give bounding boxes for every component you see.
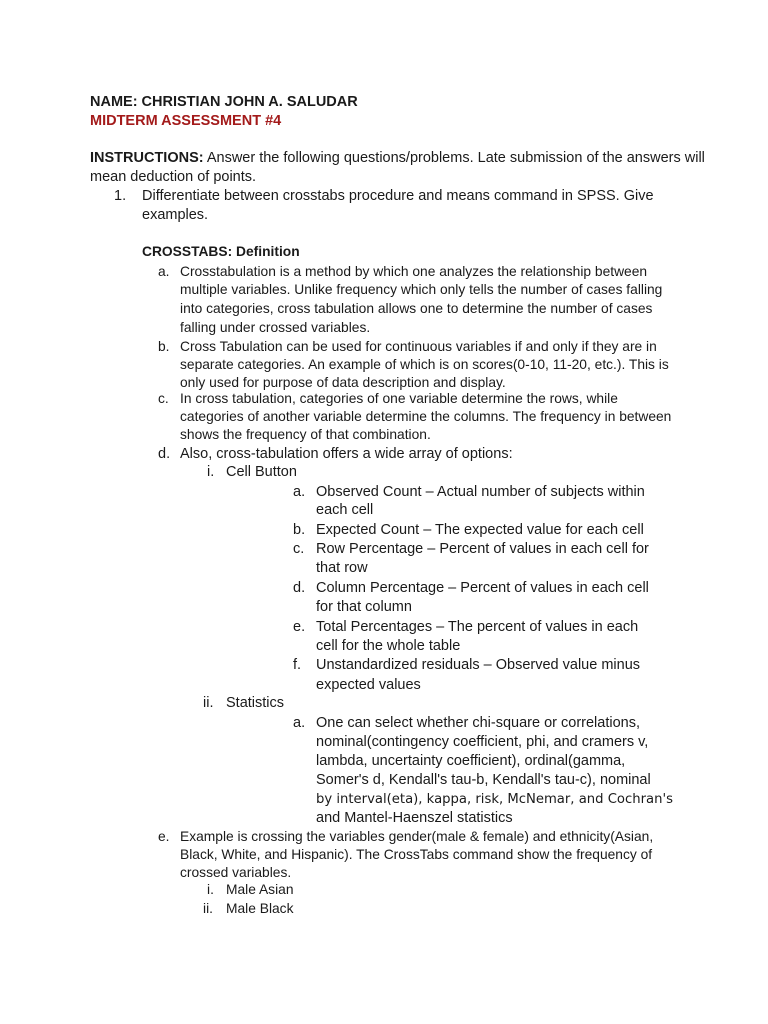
option-line: Observed Count – Actual number of subjects within <box>316 484 645 500</box>
item-b-line: separate categories. An example of which is on scores(0-10, 11-20, etc.). This is <box>180 357 669 372</box>
instructions-text: Answer the following questions/problems. Late submission of the answers will <box>206 150 705 166</box>
item-e-marker: e. <box>158 829 170 844</box>
option-marker: b. <box>293 522 306 538</box>
instructions-line-1 <box>90 151 705 166</box>
statistics-line: One can select whether chi-square or correlations, <box>316 715 640 731</box>
statistics-line: nominal(contingency coefficient, phi, and cramers v, <box>316 734 649 750</box>
option-line: Unstandardized residuals – Observed value minus <box>316 657 641 673</box>
example-item: Male Black <box>226 901 294 916</box>
option-line: Column Percentage – Percent of values in each cell <box>316 580 649 596</box>
item-a-line: Crosstabulation is a method by which one analyzes the relationship between <box>180 264 648 279</box>
item-c-line: categories of another variable determine the columns. The frequency in between <box>180 409 672 424</box>
option-line: for that column <box>316 599 412 615</box>
item-b-line: Cross Tabulation can be used for continuous variables if and only if they are in <box>180 339 657 354</box>
option-marker: a. <box>293 484 306 500</box>
item-b-marker: b. <box>158 339 170 354</box>
item-a-line: into categories, cross tabulation allows one to determine the number of cases <box>180 301 653 316</box>
item-d-text: Also, cross-tabulation offers a wide array of options: <box>180 446 513 462</box>
statistics-label: Statistics <box>226 695 285 711</box>
cell-button-label: Cell Button <box>226 464 297 480</box>
option-marker: d. <box>293 580 306 596</box>
option-line: expected values <box>316 677 421 693</box>
item-c-line: shows the frequency of that combination. <box>180 427 431 442</box>
item-a-line: multiple variables. Unlike frequency which only tells the number of cases falling <box>180 282 663 297</box>
statistics-line: by interval(eta), kappa, risk, McNemar, and Cochran's <box>316 792 673 807</box>
instructions-label: INSTRUCTIONS: <box>90 150 204 166</box>
student-name: NAME: CHRISTIAN JOHN A. SALUDAR <box>90 94 358 110</box>
option-line: Row Percentage – Percent of values in each cell for <box>316 541 649 557</box>
statistics-marker: ii. <box>203 695 214 711</box>
item-c-line: In cross tabulation, categories of one variable determine the rows, while <box>180 391 618 406</box>
item-b-line: only used for purpose of data description and display. <box>180 375 506 390</box>
option-marker: f. <box>293 657 302 673</box>
instructions-line-2: mean deduction of points. <box>90 169 257 185</box>
item-c-marker: c. <box>158 391 169 406</box>
option-line: that row <box>316 560 368 576</box>
example-item: Male Asian <box>226 882 294 897</box>
question-line-1: Differentiate between crosstabs procedure and means command in SPSS. Give <box>142 188 654 204</box>
item-a-line: falling under crossed variables. <box>180 320 371 335</box>
option-line: Total Percentages – The percent of values in each <box>316 619 639 635</box>
item-e-line: crossed variables. <box>180 865 292 880</box>
example-marker: i. <box>207 882 214 897</box>
option-marker: e. <box>293 619 306 635</box>
option-line: each cell <box>316 502 374 518</box>
assessment-title: MIDTERM ASSESSMENT #4 <box>90 113 282 129</box>
crosstabs-heading: CROSSTABS: Definition <box>142 244 300 259</box>
statistics-item-marker: a. <box>293 715 306 731</box>
cell-button-marker: i. <box>207 464 215 480</box>
question-line-2: examples. <box>142 207 209 223</box>
item-e-line: Black, White, and Hispanic). The CrossTabs command show the frequency of <box>180 847 653 862</box>
statistics-line: lambda, uncertainty coefficient), ordinal(gamma, <box>316 753 626 769</box>
item-a-marker: a. <box>158 264 170 279</box>
statistics-line: Somer's d, Kendall's tau-b, Kendall's tau-c), nominal <box>316 772 651 788</box>
item-d-marker: d. <box>158 446 171 462</box>
statistics-line: and Mantel-Haenszel statistics <box>316 810 513 826</box>
question-number: 1. <box>114 188 127 204</box>
item-e-line: Example is crossing the variables gender(male & female) and ethnicity(Asian, <box>180 829 654 844</box>
option-marker: c. <box>293 541 305 557</box>
example-marker: ii. <box>203 901 213 916</box>
option-line: Expected Count – The expected value for each cell <box>316 522 644 538</box>
option-line: cell for the whole table <box>316 638 461 654</box>
